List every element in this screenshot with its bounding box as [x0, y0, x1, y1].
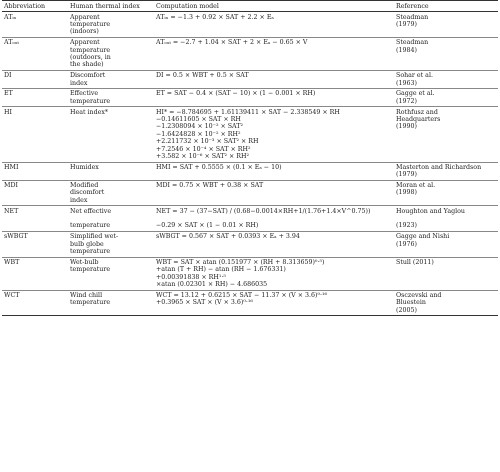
formula-cell-line: ×atan (0.02301 × RH) − 4.686035	[156, 280, 268, 288]
reference-cell	[394, 107, 498, 162]
index-name-cell-line: Heat index*	[70, 108, 109, 116]
index-name-cell-line: Simplified wet-	[70, 233, 119, 241]
reference-cell	[394, 290, 498, 316]
reference-cell-line: Headquarters	[396, 115, 441, 123]
table-row	[2, 38, 498, 71]
reference-cell-line: (1984)	[396, 46, 417, 54]
formula-cell-line: −0.29 × SAT × (1 − 0.01 × RH)	[156, 222, 259, 230]
formula-cell-line: WBT = SAT × atan (0.151977 × (RH + 8.313659)⁰·⁵)	[156, 258, 325, 266]
index-name-cell-line: temperature	[70, 222, 111, 230]
abbreviation-cell: NET	[2, 206, 68, 232]
reference-cell	[394, 71, 498, 89]
abbreviation-cell: WCT	[2, 290, 68, 316]
index-name-cell	[68, 257, 154, 290]
index-name-cell-line: (indoors)	[70, 28, 99, 36]
reference-cell-line: (2005)	[396, 306, 417, 314]
reference-cell	[394, 89, 498, 107]
formula-cell	[154, 206, 394, 232]
table-header-row	[2, 1, 498, 12]
formula-cell-line: HMI = SAT + 0.5555 × (0.1 × Eₐ − 10)	[156, 163, 282, 171]
abbreviation-cell: sWBGT	[2, 231, 68, 257]
abbreviation-cell: WBT	[2, 257, 68, 290]
formula-cell	[154, 162, 394, 180]
index-name-cell-line: discomfort	[70, 189, 105, 197]
reference-cell-line: (1923)	[396, 222, 417, 230]
index-name-cell	[68, 12, 154, 38]
index-name-cell-line: temperature	[70, 299, 111, 307]
formula-cell-line: ET = SAT − 0.4 × (SAT − 10) × (1 − 0.001 × RH)	[156, 90, 316, 98]
formula-cell	[154, 12, 394, 38]
reference-cell	[394, 38, 498, 71]
index-name-cell	[68, 206, 154, 232]
formula-cell-line: NET = 37 − (37−SAT) / (0.68−0.0014×RH+1/(1.76+1.4×V^0.75))	[156, 207, 371, 215]
formula-cell-line: −1.6424828 × 10⁻² × RH²	[156, 130, 241, 138]
reference-cell-line: Steadman	[396, 39, 429, 47]
formula-cell	[154, 257, 394, 290]
index-name-cell-line: Wet-bulb	[70, 258, 99, 266]
table-row	[2, 162, 498, 180]
abbreviation-cell: HMI	[2, 162, 68, 180]
abbreviation-cell: ATᵢₙ	[2, 12, 68, 38]
reference-cell	[394, 257, 498, 290]
reference-cell-line: Steadman	[396, 13, 429, 21]
reference-cell-line: Osczevski and	[396, 291, 442, 299]
reference-cell	[394, 180, 498, 206]
reference-cell	[394, 231, 498, 257]
formula-cell-line: HI* = −8.784695 + 1.61139411 × SAT − 2.338549 × RH	[156, 108, 340, 116]
table-row	[2, 290, 498, 316]
index-name-cell-line: Apparent	[70, 39, 100, 47]
header-human-thermal-index: Human thermal index	[68, 1, 154, 12]
formula-cell-line: +0.3965 × SAT × (V × 3.6)⁰·¹⁶	[156, 299, 253, 307]
formula-cell-line: +0.00391838 × RH¹·⁵	[156, 273, 226, 281]
formula-cell-line: WCT = 13.12 + 0.6215 × SAT − 11.37 × (V × 3.6)⁰·¹⁶	[156, 291, 328, 299]
formula-cell-line: −1.2308094 × 10⁻² × SAT²	[156, 123, 243, 131]
table-row	[2, 206, 498, 232]
index-name-cell	[68, 180, 154, 206]
formula-cell	[154, 89, 394, 107]
reference-cell-line: (1990)	[396, 123, 417, 131]
reference-cell-line: Houghton and Yaglou	[396, 207, 465, 215]
reference-cell	[394, 206, 498, 232]
index-name-cell-line: temperature	[70, 247, 111, 255]
reference-cell-line: Bluestein	[396, 299, 426, 307]
index-name-cell	[68, 38, 154, 71]
reference-cell-line: Moran et al.	[396, 181, 436, 189]
formula-cell-line: −0.14611605 × SAT × RH	[156, 115, 241, 123]
table-row	[2, 257, 498, 290]
index-name-cell	[68, 290, 154, 316]
formula-cell	[154, 71, 394, 89]
index-name-cell-line: temperature	[70, 46, 111, 54]
index-name-cell	[68, 107, 154, 162]
abbreviation-cell: DI	[2, 71, 68, 89]
index-name-cell-line: Modified	[70, 181, 99, 189]
index-name-cell-line: temperature	[70, 97, 111, 105]
formula-cell-line: +atan (T + RH) − atan (RH − 1.676331)	[156, 266, 286, 274]
reference-cell-line: Rothfusz and	[396, 108, 438, 116]
index-name-cell-line: Apparent	[70, 13, 100, 21]
table-row	[2, 107, 498, 162]
index-name-cell-line: Discomfort	[70, 72, 106, 80]
index-name-cell-line: Effective	[70, 90, 99, 98]
table-row	[2, 12, 498, 38]
header-reference: Reference	[394, 1, 498, 12]
abbreviation-cell: HI	[2, 107, 68, 162]
index-name-cell-line: index	[70, 79, 88, 87]
index-name-cell-line	[70, 215, 152, 222]
index-name-cell-line: temperature	[70, 21, 111, 28]
index-name-cell-line: index	[70, 196, 88, 204]
table-row	[2, 71, 498, 89]
header-computation-model: Computation model	[154, 1, 394, 12]
formula-cell-line: MDI = 0.75 × WBT + 0.38 × SAT	[156, 181, 264, 189]
formula-cell-line: ATₒᵤₜ = −2.7 + 1.04 × SAT + 2 × Eₐ − 0.65 × V	[156, 39, 308, 47]
formula-cell	[154, 231, 394, 257]
reference-cell	[394, 162, 498, 180]
formula-cell	[154, 180, 394, 206]
index-name-cell-line: Humidex	[70, 163, 99, 171]
index-name-cell-line: temperature	[70, 266, 111, 274]
index-name-cell	[68, 89, 154, 107]
index-name-cell	[68, 162, 154, 180]
index-name-cell	[68, 71, 154, 89]
table-row	[2, 180, 498, 206]
formula-cell-line: DI = 0.5 × WBT + 0.5 × SAT	[156, 72, 249, 80]
index-name-cell-line: bulb globe	[70, 240, 104, 248]
reference-cell-line: (1972)	[396, 97, 417, 105]
formula-cell-line	[156, 215, 392, 222]
thermal-index-table	[2, 0, 498, 316]
reference-cell-line: (1963)	[396, 79, 417, 87]
formula-cell	[154, 38, 394, 71]
reference-cell-line: Masterton and Richardson (1979)	[396, 163, 482, 179]
index-name-cell-line: Net effective	[70, 207, 112, 215]
index-name-cell-line: Wind chill	[70, 291, 103, 299]
reference-cell-line	[396, 215, 496, 222]
reference-cell-line: (1979)	[396, 21, 417, 28]
formula-cell-line: +7.2546 × 10⁻⁴ × SAT × RH²	[156, 145, 251, 153]
reference-cell-line: (1976)	[396, 240, 417, 248]
formula-cell-line: +2.211732 × 10⁻³ × SAT² × RH	[156, 138, 259, 146]
table-body	[2, 12, 498, 316]
index-name-cell-line: the shade)	[70, 61, 104, 69]
index-name-cell-line: (outdoors, in	[70, 54, 111, 61]
formula-cell-line: +3.582 × 10⁻⁶ × SAT² × RH²	[156, 153, 249, 160]
abbreviation-cell: ET	[2, 89, 68, 107]
formula-cell-line: sWBGT = 0.567 × SAT + 0.0393 × Eₐ + 3.94	[156, 233, 300, 241]
index-name-cell	[68, 231, 154, 257]
header-abbreviation: Abbreviation	[2, 1, 68, 12]
reference-cell-line: (1998)	[396, 189, 417, 197]
abbreviation-cell: MDI	[2, 180, 68, 206]
reference-cell-line: Sohar et al.	[396, 72, 433, 80]
abbreviation-cell: ATₒᵤₜ	[2, 38, 68, 71]
reference-cell-line: Gagge and Nishi	[396, 233, 450, 241]
table-row	[2, 231, 498, 257]
formula-cell	[154, 290, 394, 316]
reference-cell	[394, 12, 498, 38]
formula-cell	[154, 107, 394, 162]
reference-cell-line: Stull (2011)	[396, 258, 434, 266]
reference-cell-line: Gagge et al.	[396, 90, 435, 98]
table-row	[2, 89, 498, 107]
formula-cell-line: ATᵢₙ = −1.3 + 0.92 × SAT + 2.2 × Eₐ	[156, 13, 274, 21]
